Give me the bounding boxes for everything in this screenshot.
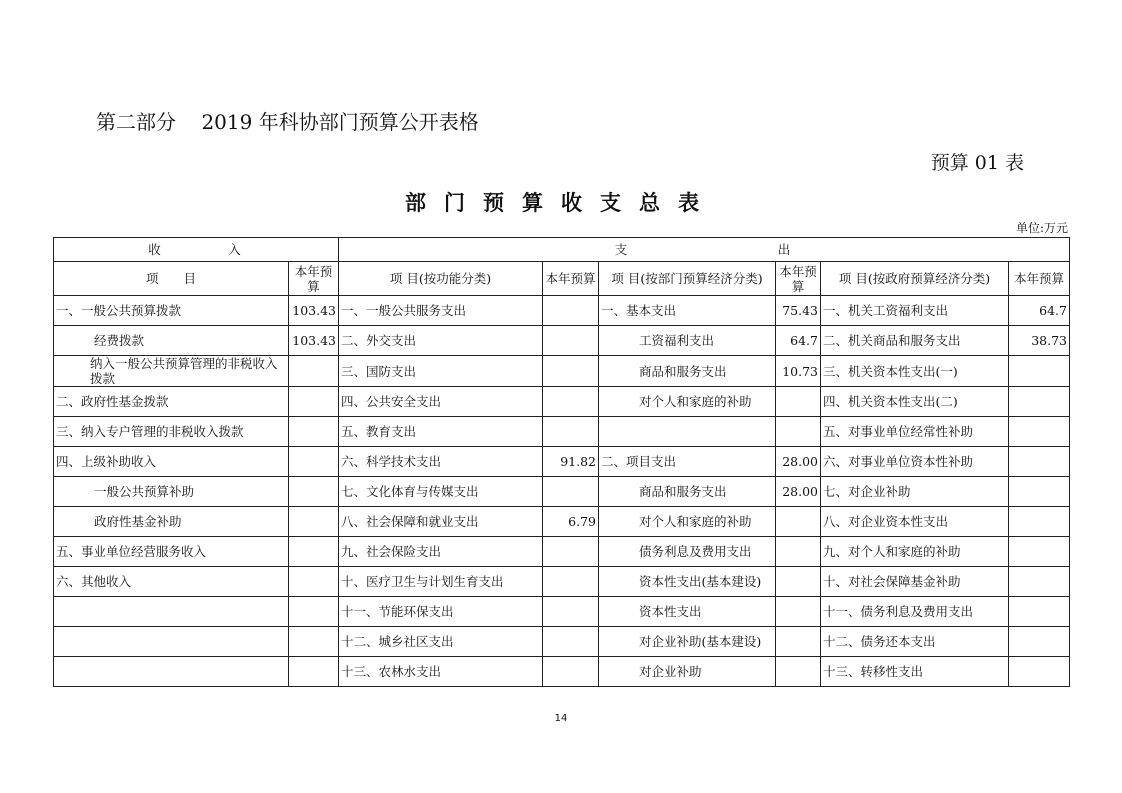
functional-budget-cell bbox=[543, 326, 599, 356]
table-row bbox=[54, 417, 1070, 447]
income-header-char2: 入 bbox=[228, 242, 244, 257]
dept-econ-budget-cell bbox=[776, 597, 821, 627]
income-budget-cell bbox=[289, 657, 339, 687]
header-row-sections bbox=[54, 238, 1070, 262]
gov-econ-budget-cell bbox=[1009, 537, 1070, 567]
expense-header-char2: 出 bbox=[777, 242, 794, 257]
expense-header bbox=[339, 238, 1070, 262]
gov-econ-item-cell: 五、对事业单位经常性补助 bbox=[821, 417, 1009, 447]
dept-econ-budget-cell: 28.00 bbox=[776, 447, 821, 477]
dept-econ-budget-cell bbox=[776, 387, 821, 417]
col-header-functional-budget: 本年预算 bbox=[543, 262, 599, 296]
unit-label: 单位:万元 bbox=[1015, 221, 1068, 235]
income-item-cell bbox=[54, 657, 289, 687]
functional-item-cell: 二、外交支出 bbox=[339, 326, 543, 356]
page-title: 部门预算收支总表 bbox=[405, 191, 717, 215]
dept-econ-item-cell: 资本性支出(基本建设) bbox=[599, 567, 776, 597]
functional-item-cell: 七、文化体育与传媒支出 bbox=[339, 477, 543, 507]
dept-econ-budget-cell bbox=[776, 567, 821, 597]
income-budget-cell: 103.43 bbox=[289, 326, 339, 356]
gov-econ-item-cell: 十三、转移性支出 bbox=[821, 657, 1009, 687]
gov-econ-budget-cell bbox=[1009, 477, 1070, 507]
functional-budget-cell bbox=[543, 387, 599, 417]
gov-econ-budget-cell bbox=[1009, 507, 1070, 537]
budget-table bbox=[53, 237, 1070, 687]
gov-econ-budget-cell: 64.7 bbox=[1009, 296, 1070, 326]
col-header-income-item: 项 目 bbox=[54, 262, 289, 296]
table-row bbox=[54, 447, 1070, 477]
income-header-char1: 收 bbox=[148, 242, 164, 257]
section-title bbox=[96, 106, 479, 135]
income-item-cell: 二、政府性基金拨款 bbox=[54, 387, 289, 417]
income-budget-cell: 103.43 bbox=[289, 296, 339, 326]
table-row bbox=[54, 627, 1070, 657]
functional-item-cell: 十三、农林水支出 bbox=[339, 657, 543, 687]
dept-econ-item-cell: 资本性支出 bbox=[599, 597, 776, 627]
table-row bbox=[54, 597, 1070, 627]
dept-econ-budget-cell bbox=[776, 417, 821, 447]
gov-econ-budget-cell bbox=[1009, 417, 1070, 447]
income-header bbox=[54, 238, 339, 262]
income-budget-cell bbox=[289, 597, 339, 627]
table-number: 预算 01 表 bbox=[930, 152, 1024, 174]
dept-econ-budget-cell: 75.43 bbox=[776, 296, 821, 326]
gov-econ-item-cell: 二、机关商品和服务支出 bbox=[821, 326, 1009, 356]
functional-budget-cell: 6.79 bbox=[543, 507, 599, 537]
dept-econ-item-cell: 对企业补助 bbox=[599, 657, 776, 687]
gov-econ-budget-cell bbox=[1009, 356, 1070, 387]
table-row bbox=[54, 387, 1070, 417]
functional-item-cell: 八、社会保障和就业支出 bbox=[339, 507, 543, 537]
functional-item-cell: 六、科学技术支出 bbox=[339, 447, 543, 477]
income-budget-cell bbox=[289, 627, 339, 657]
col-header-functional-item: 项 目(按功能分类) bbox=[339, 262, 543, 296]
income-item-cell: 五、事业单位经营服务收入 bbox=[54, 537, 289, 567]
table-row bbox=[54, 537, 1070, 567]
dept-econ-item-cell: 二、项目支出 bbox=[599, 447, 776, 477]
income-budget-cell bbox=[289, 477, 339, 507]
functional-item-cell: 九、社会保险支出 bbox=[339, 537, 543, 567]
income-budget-cell bbox=[289, 417, 339, 447]
dept-econ-budget-cell: 28.00 bbox=[776, 477, 821, 507]
table-row bbox=[54, 507, 1070, 537]
income-budget-cell bbox=[289, 447, 339, 477]
gov-econ-budget-cell bbox=[1009, 567, 1070, 597]
col-header-gov-econ-item: 项 目(按政府预算经济分类) bbox=[821, 262, 1009, 296]
income-budget-cell bbox=[289, 356, 339, 387]
income-budget-cell bbox=[289, 387, 339, 417]
gov-econ-item-cell: 一、机关工资福利支出 bbox=[821, 296, 1009, 326]
dept-econ-item-cell bbox=[599, 417, 776, 447]
page-number: 14 bbox=[554, 713, 568, 724]
dept-econ-budget-cell bbox=[776, 657, 821, 687]
income-item-cell: 经费拨款 bbox=[54, 326, 289, 356]
functional-budget-cell bbox=[543, 657, 599, 687]
income-item-cell bbox=[54, 627, 289, 657]
gov-econ-budget-cell: 38.73 bbox=[1009, 326, 1070, 356]
functional-item-cell: 十、医疗卫生与计划生育支出 bbox=[339, 567, 543, 597]
income-budget-cell bbox=[289, 537, 339, 567]
section-title-prefix: 第二部分 bbox=[96, 110, 176, 134]
table-row bbox=[54, 567, 1070, 597]
header-row-columns bbox=[54, 262, 1070, 296]
gov-econ-budget-cell bbox=[1009, 447, 1070, 477]
gov-econ-budget-cell bbox=[1009, 597, 1070, 627]
functional-budget-cell bbox=[543, 477, 599, 507]
dept-econ-budget-cell: 64.7 bbox=[776, 326, 821, 356]
table-row bbox=[54, 657, 1070, 687]
functional-item-cell: 十一、节能环保支出 bbox=[339, 597, 543, 627]
functional-budget-cell bbox=[543, 567, 599, 597]
gov-econ-item-cell: 三、机关资本性支出(一) bbox=[821, 356, 1009, 387]
gov-econ-item-cell: 十二、债务还本支出 bbox=[821, 627, 1009, 657]
functional-budget-cell bbox=[543, 597, 599, 627]
col-header-dept-econ-budget: 本年预算 bbox=[776, 262, 821, 296]
income-item-cell: 纳入一般公共预算管理的非税收入拨款 bbox=[54, 356, 289, 387]
functional-budget-cell bbox=[543, 417, 599, 447]
col-header-gov-econ-budget: 本年预算 bbox=[1009, 262, 1070, 296]
dept-econ-budget-cell: 10.73 bbox=[776, 356, 821, 387]
income-item-cell: 政府性基金补助 bbox=[54, 507, 289, 537]
col-header-income-budget: 本年预算 bbox=[289, 262, 339, 296]
functional-budget-cell bbox=[543, 296, 599, 326]
gov-econ-item-cell: 九、对个人和家庭的补助 bbox=[821, 537, 1009, 567]
income-budget-cell bbox=[289, 507, 339, 537]
income-item-cell: 六、其他收入 bbox=[54, 567, 289, 597]
col-header-dept-econ-item: 项 目(按部门预算经济分类) bbox=[599, 262, 776, 296]
section-title-rest: 年科协部门预算公开表格 bbox=[258, 110, 479, 134]
gov-econ-item-cell: 四、机关资本性支出(二) bbox=[821, 387, 1009, 417]
income-item-cell: 三、纳入专户管理的非税收入拨款 bbox=[54, 417, 289, 447]
functional-budget-cell bbox=[543, 537, 599, 567]
dept-econ-item-cell: 商品和服务支出 bbox=[599, 356, 776, 387]
income-item-cell: 四、上级补助收入 bbox=[54, 447, 289, 477]
gov-econ-budget-cell bbox=[1009, 387, 1070, 417]
functional-budget-cell bbox=[543, 627, 599, 657]
functional-item-cell: 四、公共安全支出 bbox=[339, 387, 543, 417]
functional-budget-cell: 91.82 bbox=[543, 447, 599, 477]
dept-econ-item-cell: 工资福利支出 bbox=[599, 326, 776, 356]
functional-item-cell: 一、一般公共服务支出 bbox=[339, 296, 543, 326]
gov-econ-budget-cell bbox=[1009, 627, 1070, 657]
gov-econ-item-cell: 十一、债务利息及费用支出 bbox=[821, 597, 1009, 627]
dept-econ-item-cell: 对个人和家庭的补助 bbox=[599, 387, 776, 417]
section-title-year: 2019 bbox=[201, 110, 253, 134]
dept-econ-item-cell: 对企业补助(基本建设) bbox=[599, 627, 776, 657]
gov-econ-item-cell: 八、对企业资本性支出 bbox=[821, 507, 1009, 537]
dept-econ-item-cell: 对个人和家庭的补助 bbox=[599, 507, 776, 537]
dept-econ-budget-cell bbox=[776, 537, 821, 567]
gov-econ-item-cell: 十、对社会保障基金补助 bbox=[821, 567, 1009, 597]
income-budget-cell bbox=[289, 567, 339, 597]
dept-econ-budget-cell bbox=[776, 627, 821, 657]
table-row bbox=[54, 356, 1070, 387]
table-row bbox=[54, 296, 1070, 326]
dept-econ-item-cell: 一、基本支出 bbox=[599, 296, 776, 326]
functional-item-cell: 三、国防支出 bbox=[339, 356, 543, 387]
gov-econ-budget-cell bbox=[1009, 657, 1070, 687]
dept-econ-item-cell: 商品和服务支出 bbox=[599, 477, 776, 507]
income-item-cell: 一、一般公共预算拨款 bbox=[54, 296, 289, 326]
functional-item-cell: 十二、城乡社区支出 bbox=[339, 627, 543, 657]
expense-header-char1: 支 bbox=[614, 242, 631, 257]
dept-econ-budget-cell bbox=[776, 507, 821, 537]
dept-econ-item-cell: 债务利息及费用支出 bbox=[599, 537, 776, 567]
gov-econ-item-cell: 六、对事业单位资本性补助 bbox=[821, 447, 1009, 477]
table-row bbox=[54, 477, 1070, 507]
functional-item-cell: 五、教育支出 bbox=[339, 417, 543, 447]
table-row bbox=[54, 326, 1070, 356]
income-item-cell bbox=[54, 597, 289, 627]
income-item-cell: 一般公共预算补助 bbox=[54, 477, 289, 507]
gov-econ-item-cell: 七、对企业补助 bbox=[821, 477, 1009, 507]
functional-budget-cell bbox=[543, 356, 599, 387]
